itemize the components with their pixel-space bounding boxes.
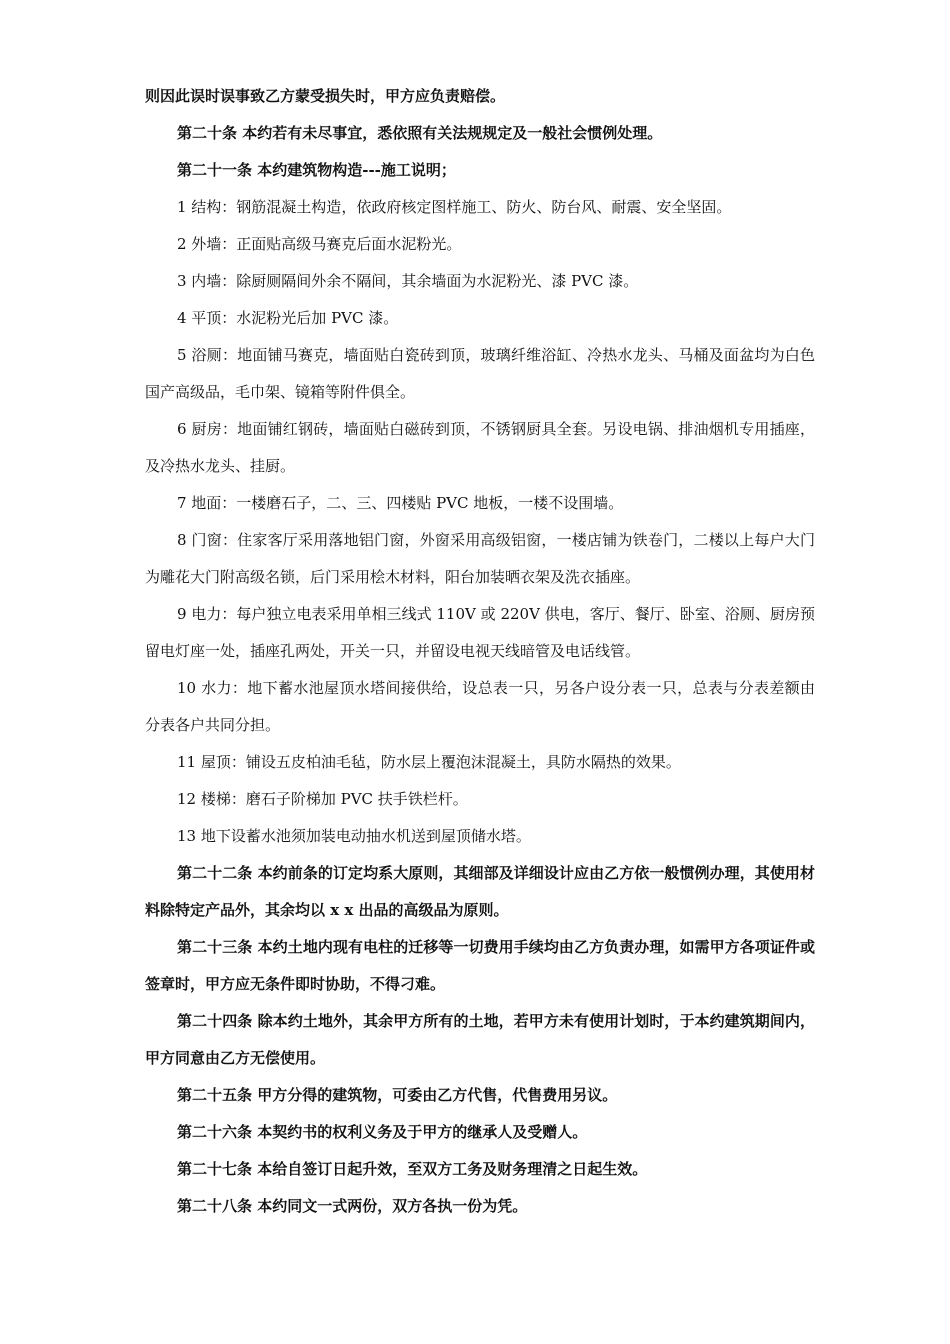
article-22: 第二十二条 本约前条的订定均系大原则，其细部及详细设计应由乙方依一般惯例办理，其使用材料除特定产品外，其余均以 x x 出品的高级品为原则。 [145, 864, 815, 919]
article-27: 第二十七条 本给自签订日起升效，至双方工务及财务理清之日起生效。 [177, 1160, 648, 1178]
spec-item-ceiling: 4 平顶：水泥粉光后加 PVC 漆。 [177, 309, 399, 327]
spec-item-stairs: 12 楼梯：磨石子阶梯加 PVC 扶手铁栏杆。 [177, 790, 468, 808]
article-24: 第二十四条 除本约土地外，其余甲方所有的土地，若甲方未有使用计划时，于本约建筑期间内，甲方同意由乙方无偿使用。 [145, 1012, 815, 1067]
article-25: 第二十五条 甲方分得的建筑物，可委由乙方代售，代售费用另议。 [177, 1086, 618, 1104]
spec-item-roof: 11 屋顶：铺设五皮柏油毛毡，防水层上覆泡沫混凝土，具防水隔热的效果。 [177, 753, 681, 771]
spec-item-reservoir: 13 地下设蓄水池须加装电动抽水机送到屋顶储水塔。 [177, 827, 531, 845]
article-23: 第二十三条 本约土地内现有电柱的迁移等一切费用手续均由乙方负责办理，如需甲方各项证件或签章时，甲方应无条件即时协助，不得刁难。 [145, 938, 815, 993]
spec-item-water: 10 水力：地下蓄水池屋顶水塔间接供给，设总表一只，另各户设分表一只，总表与分表差额由分表各户共同分担。 [145, 679, 815, 734]
document-body [145, 78, 815, 1225]
spec-item-bathroom: 5 浴厕：地面铺马赛克，墙面贴白瓷砖到顶，玻璃纤维浴缸、冷热水龙头、马桶及面盆均为白色国产高级品，毛巾架、镜箱等附件俱全。 [145, 346, 815, 401]
spec-item-electricity: 9 电力：每户独立电表采用单相三线式 110V 或 220V 供电，客厅、餐厅、卧室、浴厕、厨房预留电灯座一处，插座孔两处，开关一只，并留设电视天线暗管及电话线管。 [145, 605, 815, 660]
spec-item-floor: 7 地面：一楼磨石子，二、三、四楼贴 PVC 地板，一楼不设围墙。 [177, 494, 624, 512]
article-20: 第二十条 本约若有未尽事宜，悉依照有关法规规定及一般社会惯例处理。 [177, 124, 663, 142]
article-26: 第二十六条 本契约书的权利义务及于甲方的继承人及受赠人。 [177, 1123, 588, 1141]
spec-item-exterior-wall: 2 外墙：正面贴高级马赛克后面水泥粉光。 [177, 235, 462, 253]
spec-item-structure: 1 结构：钢筋混凝土构造，依政府核定图样施工、防火、防台风、耐震、安全坚固。 [177, 198, 732, 216]
paragraph-continuation: 则因此误时误事致乙方蒙受损失时，甲方应负责赔偿。 [145, 87, 506, 105]
spec-item-doors-windows: 8 门窗：住家客厅采用落地铝门窗，外窗采用高级铝窗，一楼店铺为铁卷门，二楼以上每户大门为雕花大门附高级名锁，后门采用桧木材料，阳台加装晒衣架及洗衣插座。 [145, 531, 815, 586]
spec-item-kitchen: 6 厨房：地面铺红钢砖，墙面贴白磁砖到顶，不锈钢厨具全套。另设电锅、排油烟机专用插座，及冷热水龙头、挂厨。 [145, 420, 815, 475]
article-21: 第二十一条 本约建筑物构造---施工说明； [177, 161, 456, 179]
article-28: 第二十八条 本约同文一式两份，双方各执一份为凭。 [177, 1197, 528, 1215]
spec-item-interior-wall: 3 内墙：除厨厕隔间外余不隔间，其余墙面为水泥粉光、漆 PVC 漆。 [177, 272, 639, 290]
